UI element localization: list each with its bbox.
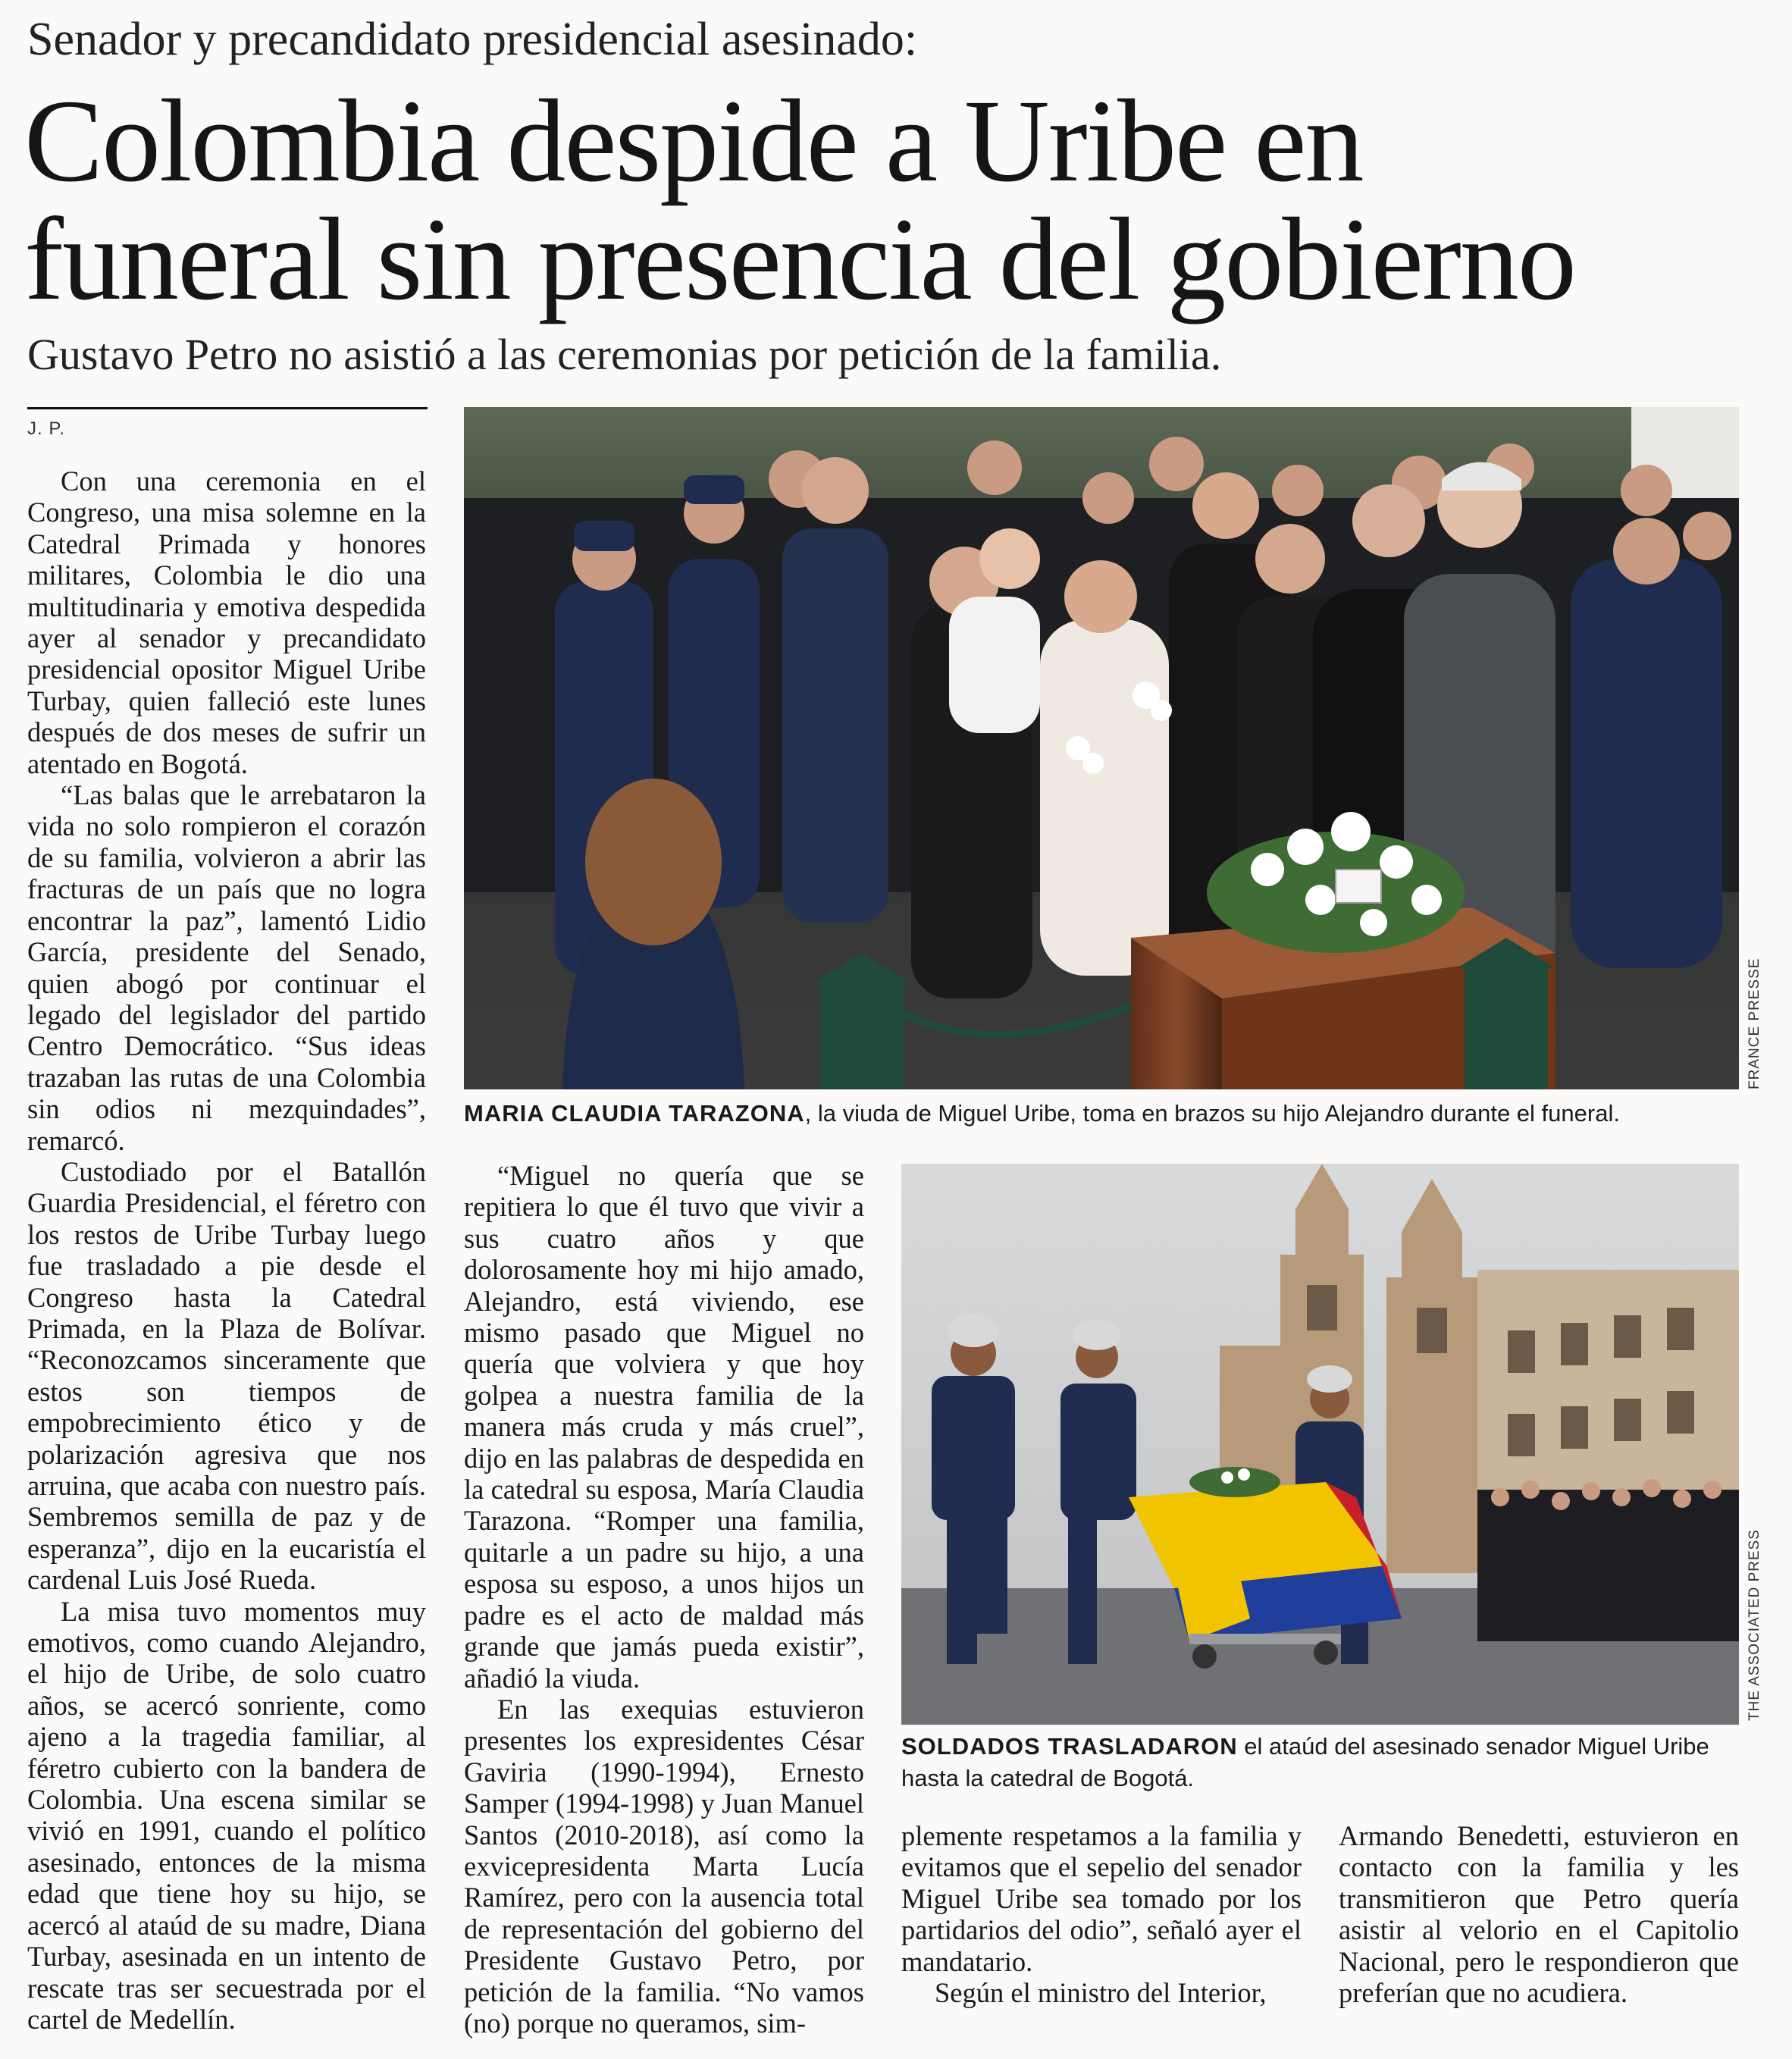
paragraph: Según el ministro del Interior, — [935, 1977, 1267, 2009]
article-column-3 — [901, 1820, 1302, 2008]
photo-caption — [901, 1731, 1743, 1794]
paragraph: Con una ceremonia en el Congreso, una misa solemne en la Catedral Primada y honores militares, Colombia le dio una multitudinaria y emotiva despedida ayer al senador y precandidato presidencial opositor Miguel Uribe Turbay, quien falleció este lunes después de dos meses de sufrir un atentado en Bogotá. — [27, 465, 426, 779]
headline-line-2: funeral sin presencia del gobierno — [24, 193, 1575, 324]
paragraph: plemente respetamos a la familia y evitamos que el sepelio del senador Miguel Uribe sea tomado por los partidarios del odio”, señaló ayer el mandatario. — [901, 1820, 1302, 1977]
headline-line-1: Colombia despide a Uribe en — [24, 75, 1363, 206]
article-column-2 — [464, 1160, 864, 2039]
photo-caption — [464, 1098, 1745, 1130]
paragraph: “Las balas que le arrebataron la vida no solo rompieron el corazón de su familia, volvieron a abrir las fracturas de un país que no logra encontrar la paz”, lamentó Lidio García, presidente del Senado, quien abogó por continuar el legado del legislador del partido Centro Democrático. “Sus ideas trazaban las rutas de una Colombia sin odios ni mezquindades”, remarcó. — [27, 779, 426, 1156]
soldiers-photo — [901, 1164, 1739, 1725]
kicker: Senador y precandidato presidencial asesinado: — [27, 14, 918, 65]
paragraph: Custodiado por el Batallón Guardia Presidencial, el féretro con los restos de Uribe Turbay luego fue trasladado a pie desde el Congreso hasta la Catedral Primada, en la Plaza de Bolívar. “Reconozcamos sinceramente que estos son tiempos de empobrecimiento ético y de polarización agresiva que nos arruina, que acaba con nuestro país. Sembremos semilla de paz y de esperanza”, dijo en la eucaristía el cardenal Luis José Rueda. — [27, 1155, 426, 1596]
article-column-4 — [1339, 1820, 1739, 2008]
headline — [24, 75, 1768, 324]
paragraph: “Miguel no quería que se repitiera lo que él tuvo que vivir a sus cuatro años y que dolorosamente hoy mi hijo amado, Alejandro, está viviendo, ese mismo pasado que Miguel no quería que volviera y que hoy golpea a nuestra familia de la manera más cruda y más cruel”, dijo en las palabras de despedida en la catedral su esposa, María Claudia Tarazona. “Romper una familia, quitarle a un padre su hijo, a una esposa su esposo, a unos hijos un padre es el acto de maldad más grande que jamás pueda existir”, añadió la viuda. — [464, 1160, 864, 1694]
byline: J. P. — [27, 418, 65, 439]
funeral-photo — [464, 407, 1739, 1089]
byline-rule — [27, 407, 428, 409]
photo-credit: FRANCE PRESSE — [1747, 957, 1762, 1089]
caption-text: , la viuda de Miguel Uribe, toma en brazos su hijo Alejandro durante el funeral. — [804, 1100, 1620, 1127]
paragraph: Armando Benedetti, estuvieron en contacto con la familia y les transmitieron que Petro quería asistir al velorio en el Capitolio Nacional, pero le respondieron que preferían que no acudiera. — [1339, 1820, 1739, 2009]
article-column-1 — [27, 465, 426, 2035]
caption-text: el ataúd del asesinado senador Miguel Uribe hasta la catedral de Bogotá. — [901, 1733, 1709, 1791]
paragraph: La misa tuvo momentos muy emotivos, como cuando Alejandro, el hijo de Uribe, de solo cuatro años, se acercó sonriente, como ajeno a la tragedia familiar, al féretro cubierto con la bandera de Colombia. Una escena similar se vivió en 1991, cuando el político asesinado, entonces de la misma edad que tiene hoy su hijo, se acercó al ataúd de su madre, Diana Turbay, asesinada en un intento de rescate tras ser secuestrada por el cartel de Medellín. — [27, 1595, 426, 2035]
caption-lead: MARIA CLAUDIA TARAZONA — [464, 1100, 805, 1127]
deck: Gustavo Petro no asistió a las ceremonias por petición de la familia. — [27, 330, 1222, 379]
caption-lead: SOLDADOS TRASLADARON — [901, 1733, 1238, 1760]
photo-credit: THE ASSOCIATED PRESS — [1747, 1529, 1762, 1721]
paragraph: En las exequias estuvieron presentes los expresidentes César Gaviria (1990-1994), Ernesto Samper (1994-1998) y Juan Manuel Santos (2010-2018), así como la exvicepresidenta Marta Lucía Ramírez, pero con la ausencia total de representación del gobierno del Presidente Gustavo Petro, por petición de la familia. “No vamos (no) porque no queramos, sim- — [464, 1693, 864, 2039]
